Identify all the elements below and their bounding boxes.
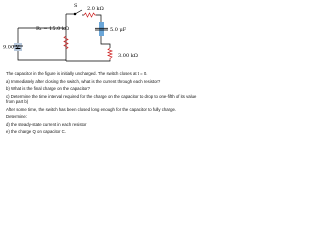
problem-part-c: c) Determine the time interval required for the charge on the capacitor to drop to one-fifth of its value from part b) xyxy=(6,93,197,104)
resistor-left-label: R₁ = 15.0 kΩ xyxy=(36,26,70,32)
resistor-right-label: 3.00 kΩ xyxy=(118,53,138,59)
problem-part-e: e) the charge Q on capacitor C. xyxy=(6,129,66,135)
switch-icon xyxy=(74,10,82,15)
problem-part-a: a) Immediately after closing the switch, what is the current through each resistor? xyxy=(6,78,161,84)
circuit-diagram xyxy=(0,0,200,72)
problem-part-b: b) What is the final charge on the capacitor? xyxy=(6,86,91,92)
battery-label: 9.00 V xyxy=(3,44,20,51)
capacitor-icon xyxy=(95,22,108,36)
problem-after: After some time, the switch has been closed long enough for the capacitor to fully charge. xyxy=(6,106,177,112)
resistor-right xyxy=(108,48,112,60)
switch-label: S xyxy=(74,3,78,9)
problem-text xyxy=(6,71,198,137)
problem-part-d: d) the steady-state current in each resistor xyxy=(6,121,87,127)
resistor-top-label: 2.0 kΩ xyxy=(87,6,104,12)
problem-intro: The capacitor in the figure is initially uncharged. The switch closes at t = 0. xyxy=(6,71,148,76)
resistor-top xyxy=(84,13,96,17)
capacitor-label: 5.0 μF xyxy=(110,27,127,33)
problem-determine: Determine: xyxy=(6,114,28,120)
